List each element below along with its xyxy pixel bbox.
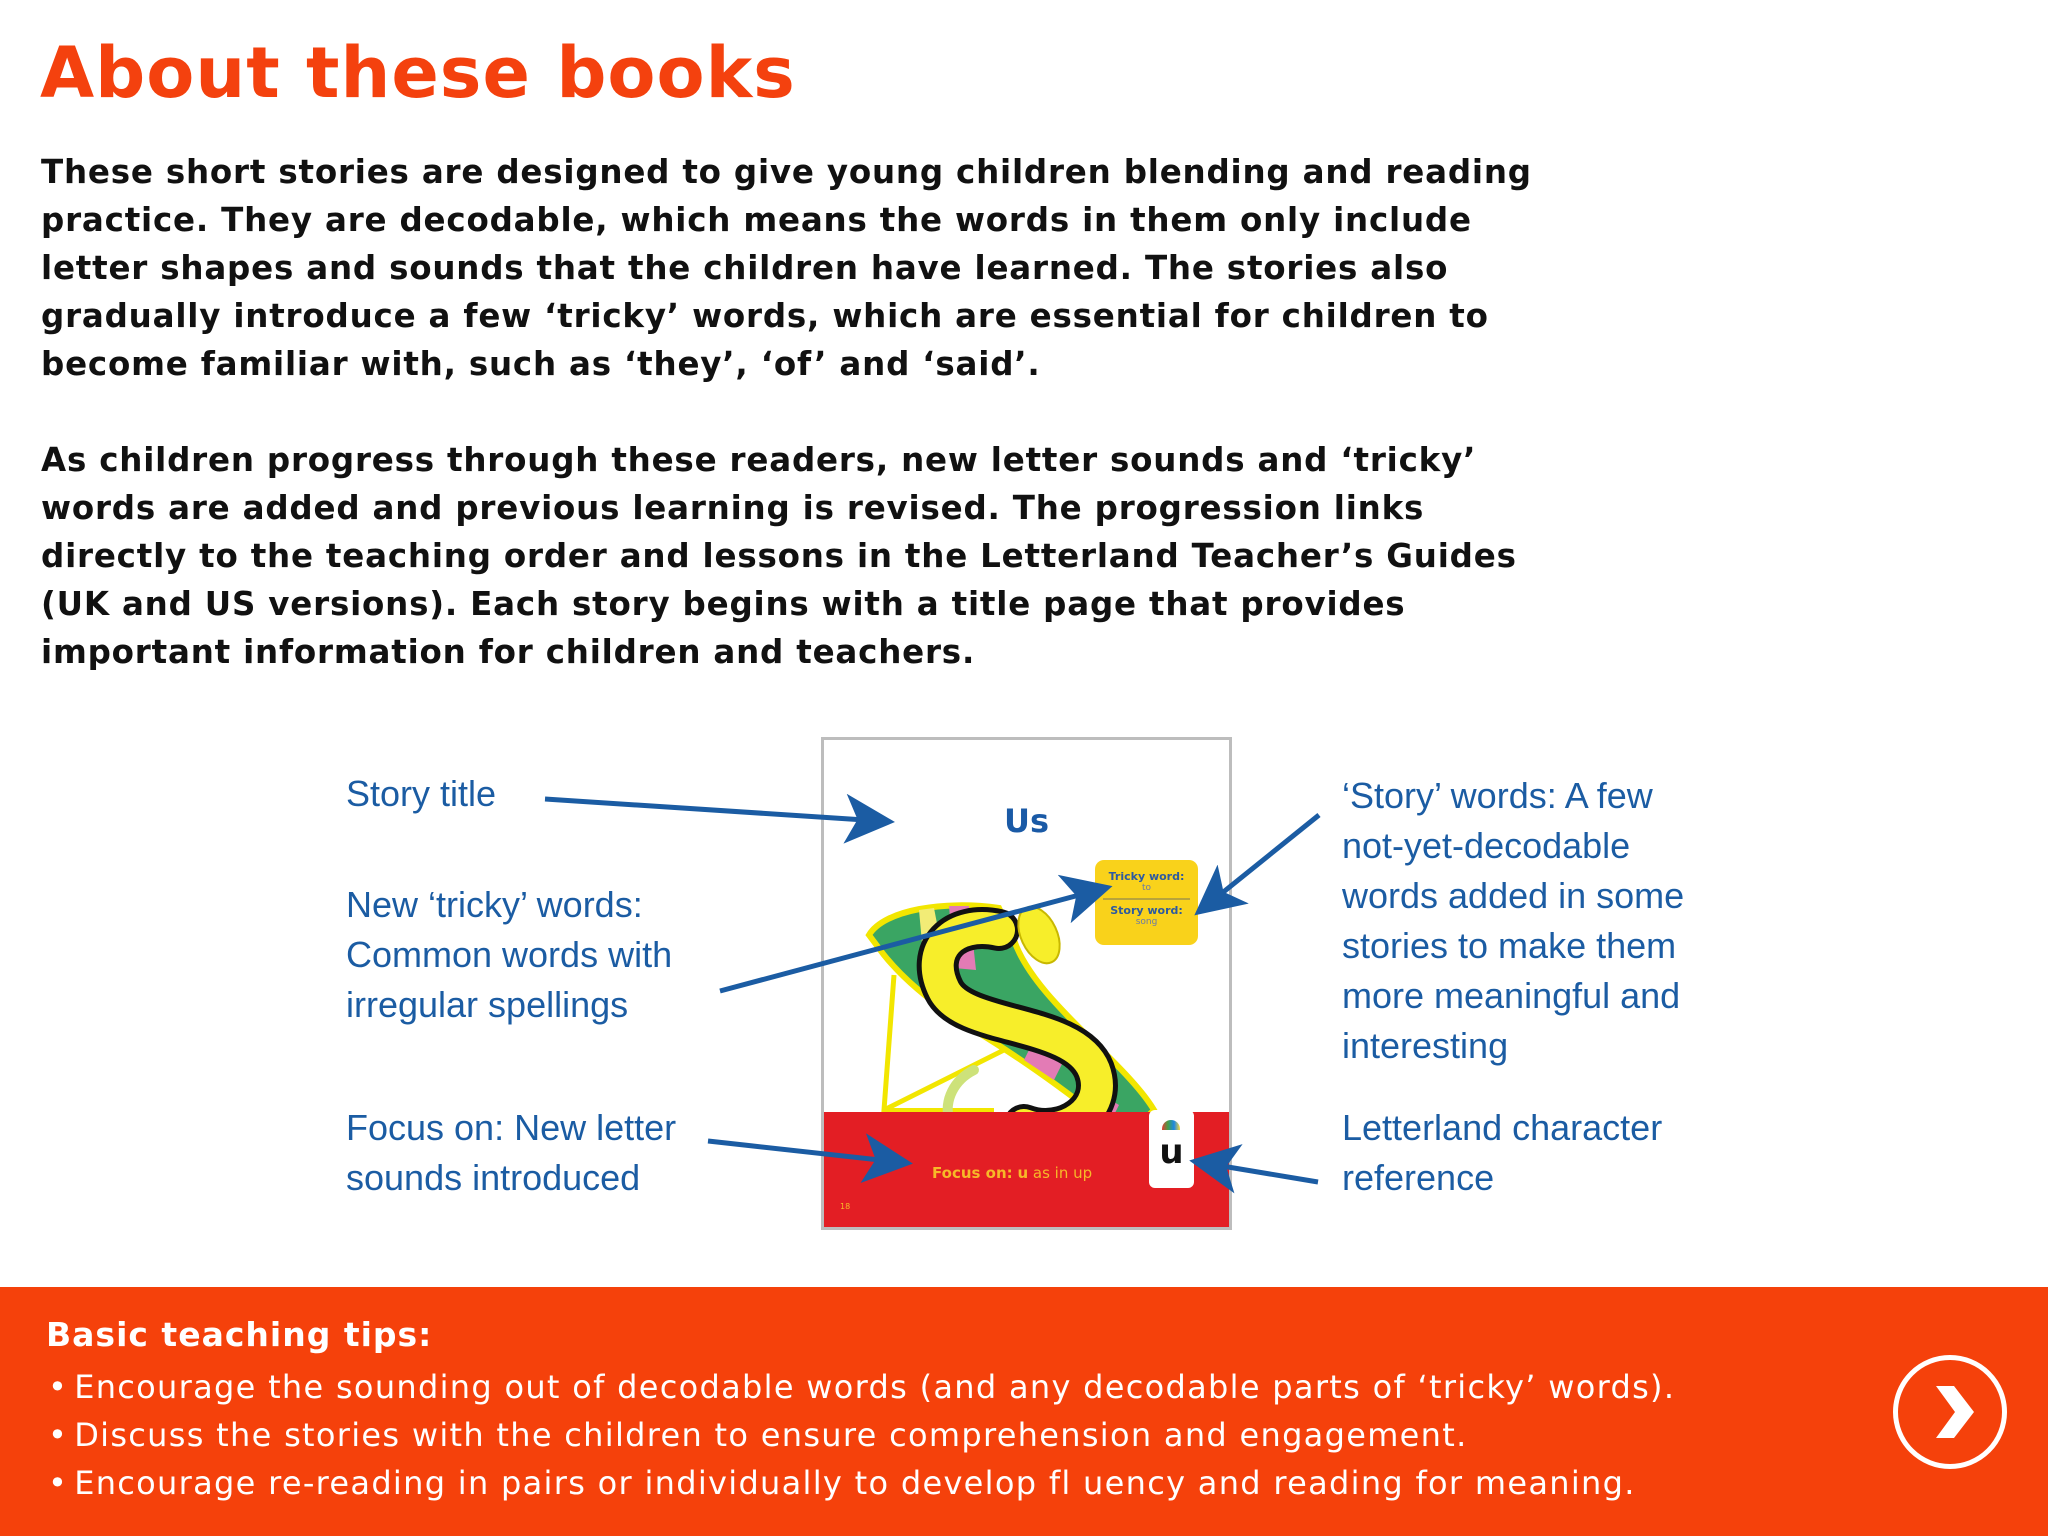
page-number: 18 <box>840 1202 851 1211</box>
intro-line: (UK and US versions). Each story begins with a title page that provides <box>41 585 1406 623</box>
callout-line: sounds introduced <box>346 1157 641 1198</box>
arrow-character-reference <box>1204 1163 1318 1182</box>
callout-line: Focus on: New letter <box>346 1107 677 1148</box>
story-word-label: Story word: <box>1110 904 1183 917</box>
tip-item: • Encourage the sounding out of decodable words (and any decodable parts of ‘tricky’ words). <box>48 1363 1675 1411</box>
arrow-story-title <box>545 799 880 821</box>
tricky-word-label: Tricky word: <box>1108 870 1185 883</box>
callout-line: ‘Story’ words: A few <box>1342 775 1653 816</box>
callout-line: Letterland character <box>1342 1107 1663 1148</box>
callout-line: more meaningful and <box>1342 975 1681 1016</box>
intro-line: become familiar with, such as ‘they’, ‘of’ and ‘said’. <box>41 345 1041 383</box>
intro-line: words are added and previous learning is revised. The progression links <box>41 489 1425 527</box>
callout-line: words added in some <box>1342 875 1685 916</box>
callout-line: irregular spellings <box>346 984 629 1025</box>
intro-line: These short stories are designed to give young children blending and reading <box>41 153 1532 191</box>
page-title: About these books <box>40 32 796 114</box>
tip-item: • Encourage re-reading in pairs or individually to develop fl uency and reading for meaning. <box>48 1459 1675 1507</box>
focus-letter: u <box>1017 1164 1029 1182</box>
intro-line: letter shapes and sounds that the children have learned. The stories also <box>41 249 1449 287</box>
arrow-story-words <box>1206 815 1319 906</box>
arrow-tricky-words <box>720 890 1098 991</box>
intro-line: directly to the teaching order and lessons in the Letterland Teacher’s Guides <box>41 537 1517 575</box>
intro-line: As children progress through these readers, new letter sounds and ‘tricky’ <box>41 441 1477 479</box>
intro-line: practice. They are decodable, which means the words in them only include <box>41 201 1472 239</box>
story-word-value: song <box>1135 917 1158 927</box>
callout-line: reference <box>1342 1157 1495 1198</box>
arrow-focus-on <box>708 1141 898 1162</box>
intro-line: important information for children and teachers. <box>41 633 976 671</box>
callout-line: Story title <box>346 773 497 814</box>
callout-line: Common words with <box>346 934 673 975</box>
focus-label: Focus on: <box>932 1164 1013 1182</box>
tip-item: • Discuss the stories with the children to ensure comprehension and engagement. <box>48 1411 1675 1459</box>
intro-line: gradually introduce a few ‘tricky’ words, which are essential for children to <box>41 297 1489 335</box>
tips-title: Basic teaching tips: <box>46 1315 433 1354</box>
tricky-word-value: to <box>1141 883 1152 893</box>
callout-line: stories to make them <box>1342 925 1677 966</box>
next-page-button[interactable] <box>1893 1355 2007 1469</box>
focus-example: as in up <box>1032 1164 1093 1182</box>
tips-list <box>48 1363 1675 1507</box>
callout-line: not-yet-decodable <box>1342 825 1631 866</box>
character-letter: u <box>1159 1132 1184 1172</box>
callout-line: New ‘tricky’ words: <box>346 884 643 925</box>
chevron-right-icon <box>1898 1360 2002 1464</box>
teaching-tips-panel <box>0 1287 2048 1536</box>
book-story-title: Us <box>1003 802 1050 840</box>
callout-line: interesting <box>1342 1025 1509 1066</box>
